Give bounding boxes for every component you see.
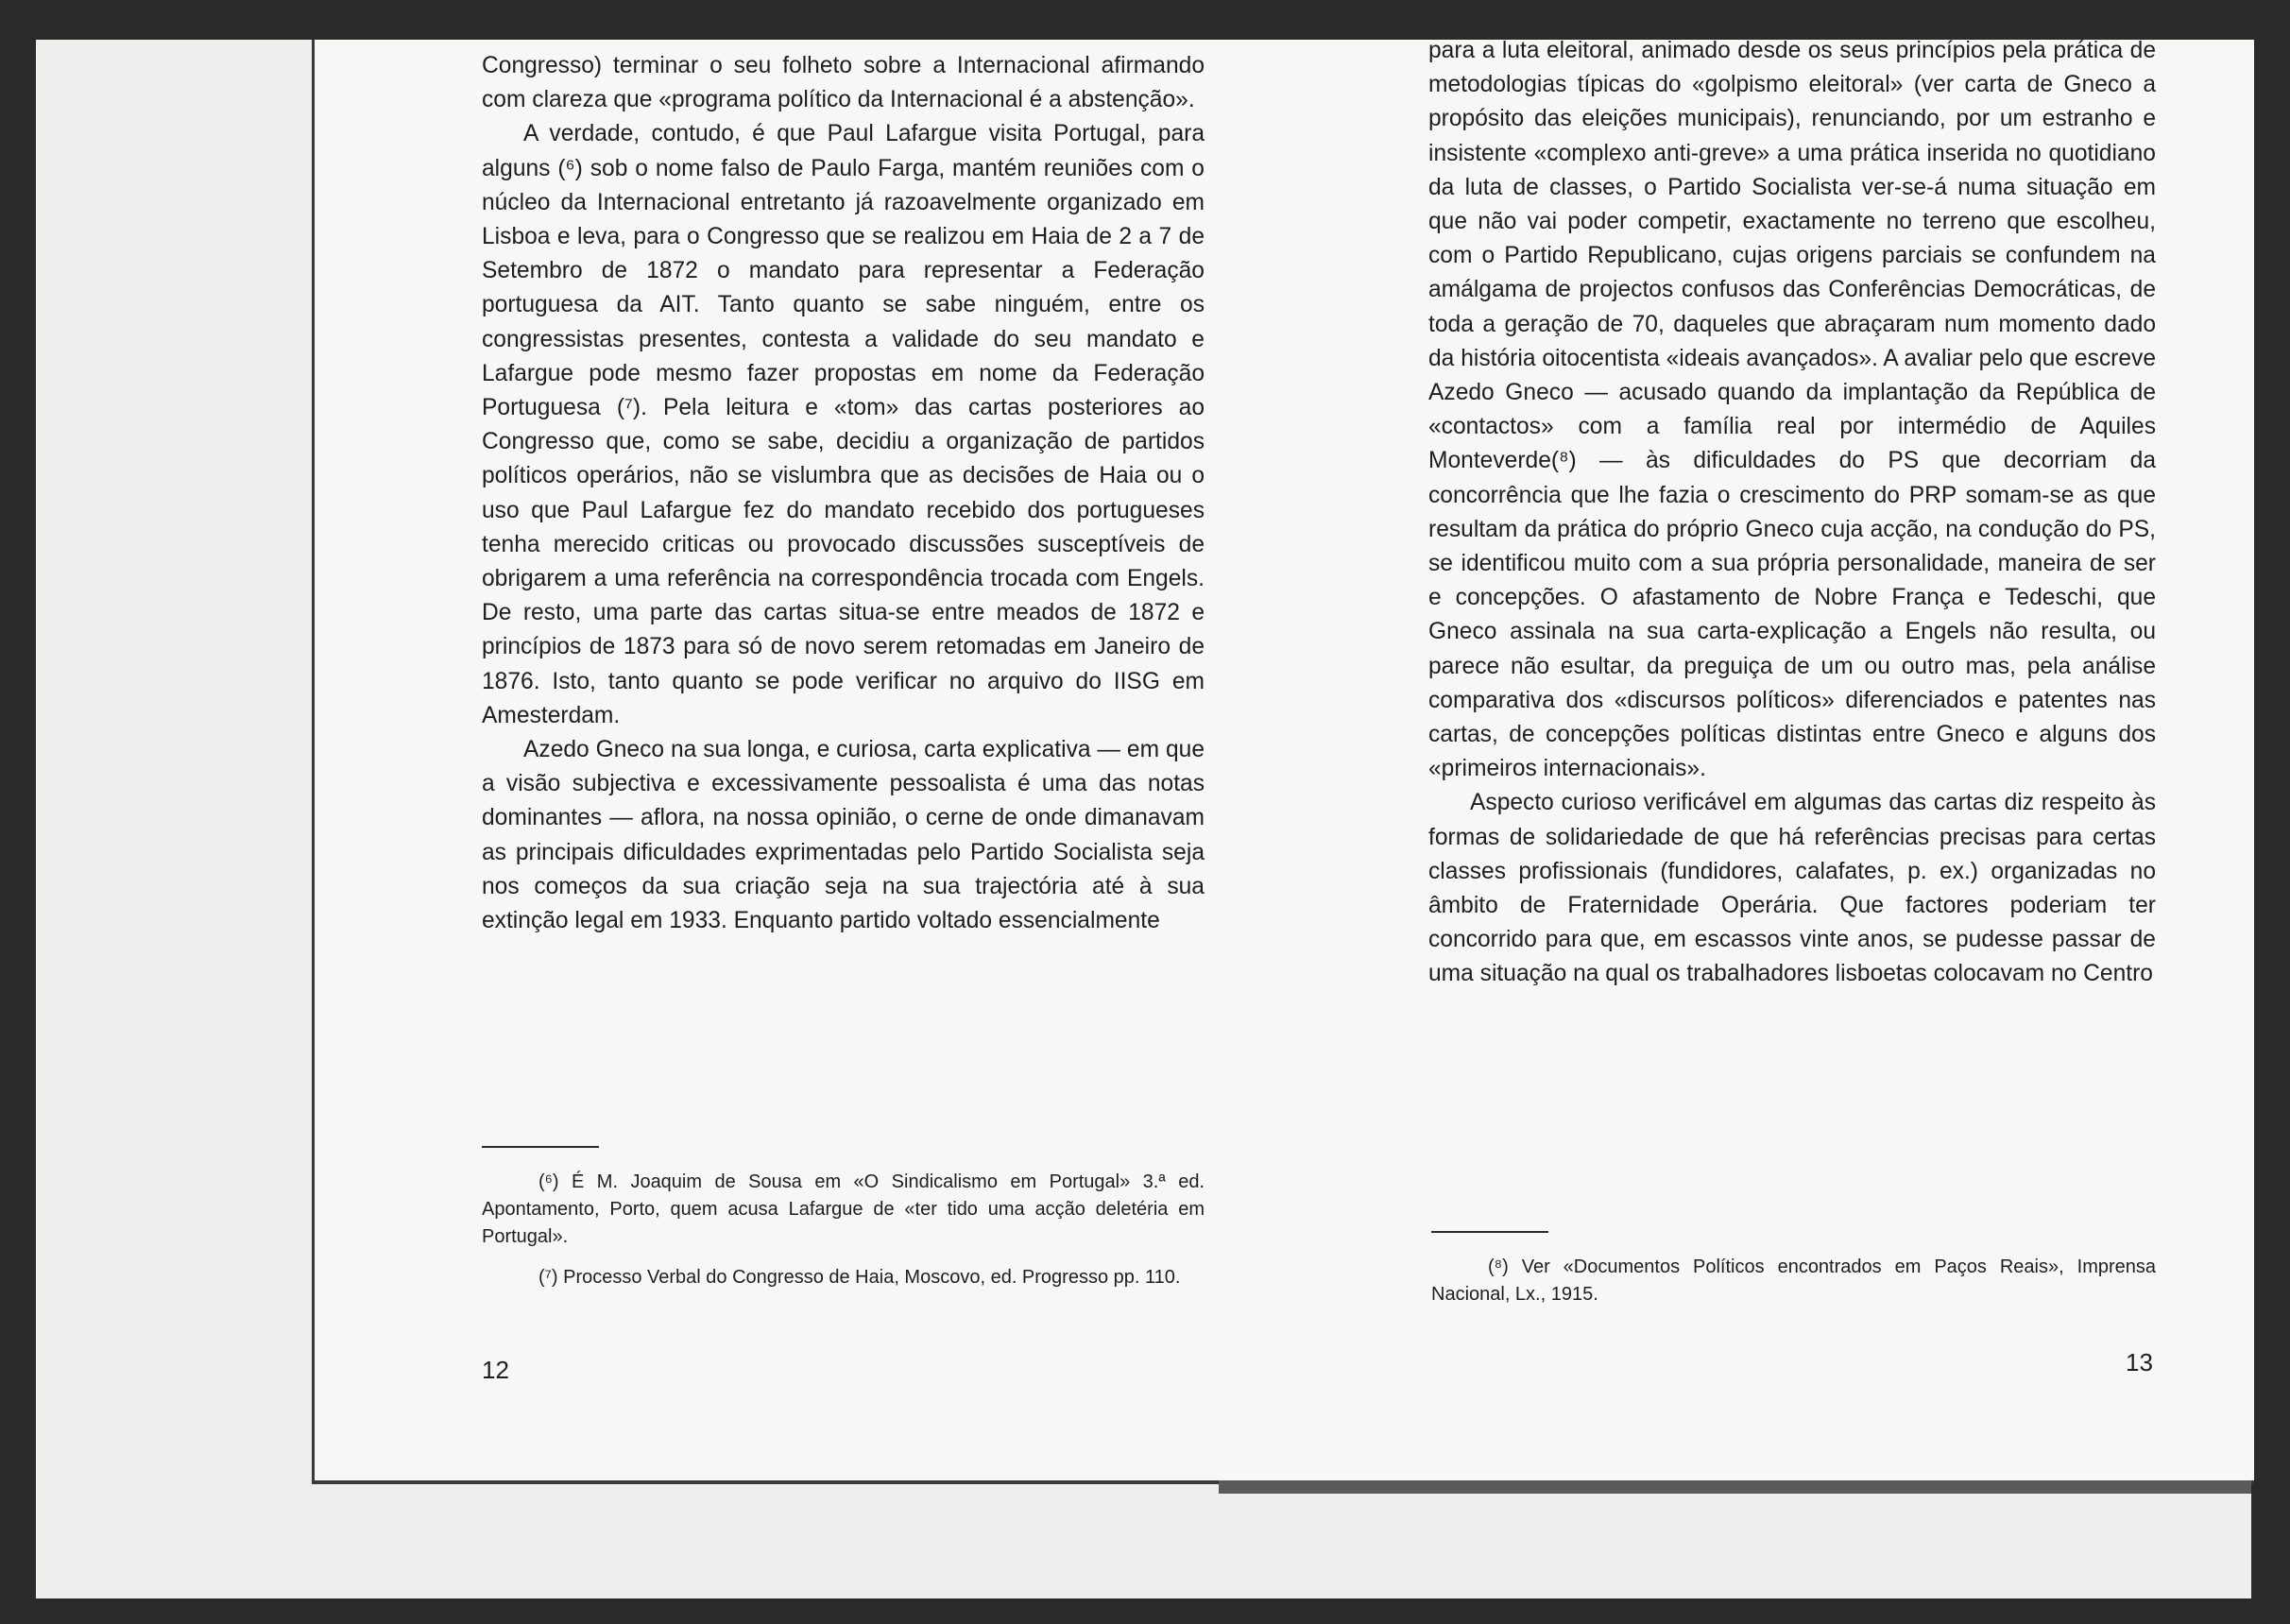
left-footnote-rule (482, 1146, 599, 1148)
page-number-right: 13 (2126, 1348, 2153, 1376)
footnote-7: (⁷) Processo Verbal do Congresso de Haia, Moscovo, ed. Progresso pp. 110. (538, 1267, 1181, 1288)
footnote-6: (⁶) É M. Joaquim de Sousa em «O Sindicalismo em Portugal» 3.ª ed. Apontamento, Porto, quem acusa Lafargue de «ter tido uma acção deletéria em Portugal». (482, 1171, 1205, 1247)
left-page-body (482, 49, 1205, 938)
right-footnote-rule (1431, 1231, 1548, 1233)
left-paragraph-1: Congresso) terminar o seu folheto sobre a Internacional afirmando com clareza que «programa político da Internacional é a abstenção». (482, 53, 1205, 113)
right-footnotes (1431, 1254, 2156, 1322)
page-number-left: 12 (482, 1356, 509, 1384)
underlying-page-edge (1219, 1480, 2251, 1494)
left-paragraph-3: Azedo Gneco na sua longa, e curiosa, carta explicativa — em que a visão subjectiva e excessivamente pessoalista é uma das notas dominantes — aflora, na nossa opinião, o cerne de onde dimanavam as principais dificuldades exprimentadas pelo Partido Socialista seja nos começos da sua criação seja na sua trajectória até à sua extinção legal em 1933. Enquanto partido voltado essencialmente (482, 737, 1205, 934)
right-paragraph-2: Aspecto curioso verificável em algumas das cartas diz respeito às formas de solidariedade de que há referências precisas para certas classes profissionais (fundidores, calafates, p. ex.) organizadas no âmbito de Fraternidade Operária. Que factores poderiam ter concorrido para que, em escassos vinte anos, se pudesse passar de uma situação na qual os trabalhadores lisboetas colocavam no Centro (1428, 790, 2156, 987)
footnote-8: (⁸) Ver «Documentos Políticos encontrados em Paços Reais», Imprensa Nacional, Lx., 1915. (1431, 1256, 2156, 1305)
left-footnotes (482, 1169, 1205, 1305)
right-paragraph-1: para a luta eleitoral, animado desde os seus princípios pela prática de metodologias típicas do «golpismo eleitoral» (ver carta de Gneco a propósito das eleições municipais), renunciando, por um estranho e insistente «complexo anti-greve» a uma prática inserida no quotidiano da luta de classes, o Partido Socialista ver-se-á numa situação em que não vai poder competir, exactamente no terreno que escolheu, com o Partido Republicano, cujas origens parciais se confundem na amálgama de projectos confusos das Conferências Democráticas, de toda a geração de 70, daqueles que abraçaram num momento dado da história oitocentista «ideais avançados». A avaliar pelo que escreve Azedo Gneco — acusado quando da implantação da República de «contactos» com a família real por intermédio de Aquiles Monteverde(⁸) — às dificuldades do PS que decorriam da concorrência que lhe fazia o crescimento do PRP somam-se as que resultam da prática do próprio Gneco cuja acção, na condução do PS, se identificou muito com a sua própria personalidade, maneira de ser e concepções. O afastamento de Nobre França e Tedeschi, que Gneco assinala na sua carta-explicação a Engels não resulta, ou parece não esultar, da preguiça de um ou outro mas, pela análise comparativa dos «discursos políticos» diferenciados e patentes nas cartas, de concepções políticas distintas entre Gneco e alguns dos «primeiros internacionais». (1428, 38, 2156, 782)
right-page-body (1428, 34, 2156, 992)
left-paragraph-2: A verdade, contudo, é que Paul Lafargue visita Portugal, para alguns (⁶) sob o nome falso de Paulo Farga, mantém reuniões com o núcleo da Internacional entretanto já razoavelmente organizado em Lisboa e leva, para o Congresso que se realizou em Haia de 2 a 7 de Setembro de 1872 o mandato para representar a Federação portuguesa da AIT. Tanto quanto se sabe ninguém, entre os congressistas presentes, contesta a validade do seu mandato e Lafargue pode mesmo fazer propostas em nome da Federação Portuguesa (⁷). Pela leitura e «tom» das cartas posteriores ao Congresso que, como se sabe, decidiu a organização de partidos políticos operários, não se vislumbra que as decisões de Haia ou o uso que Paul Lafargue fez do mandato recebido dos portugueses tenha merecido criticas ou provocado discussões susceptíveis de obrigarem a uma referência na correspondência trocada com Engels. De resto, uma parte das cartas situa-se entre meados de 1872 e princípios de 1873 para só de novo serem retomadas em Janeiro de 1876. Isto, tanto quanto se pode verificar no arquivo do IISG em Amesterdam. (482, 121, 1205, 728)
